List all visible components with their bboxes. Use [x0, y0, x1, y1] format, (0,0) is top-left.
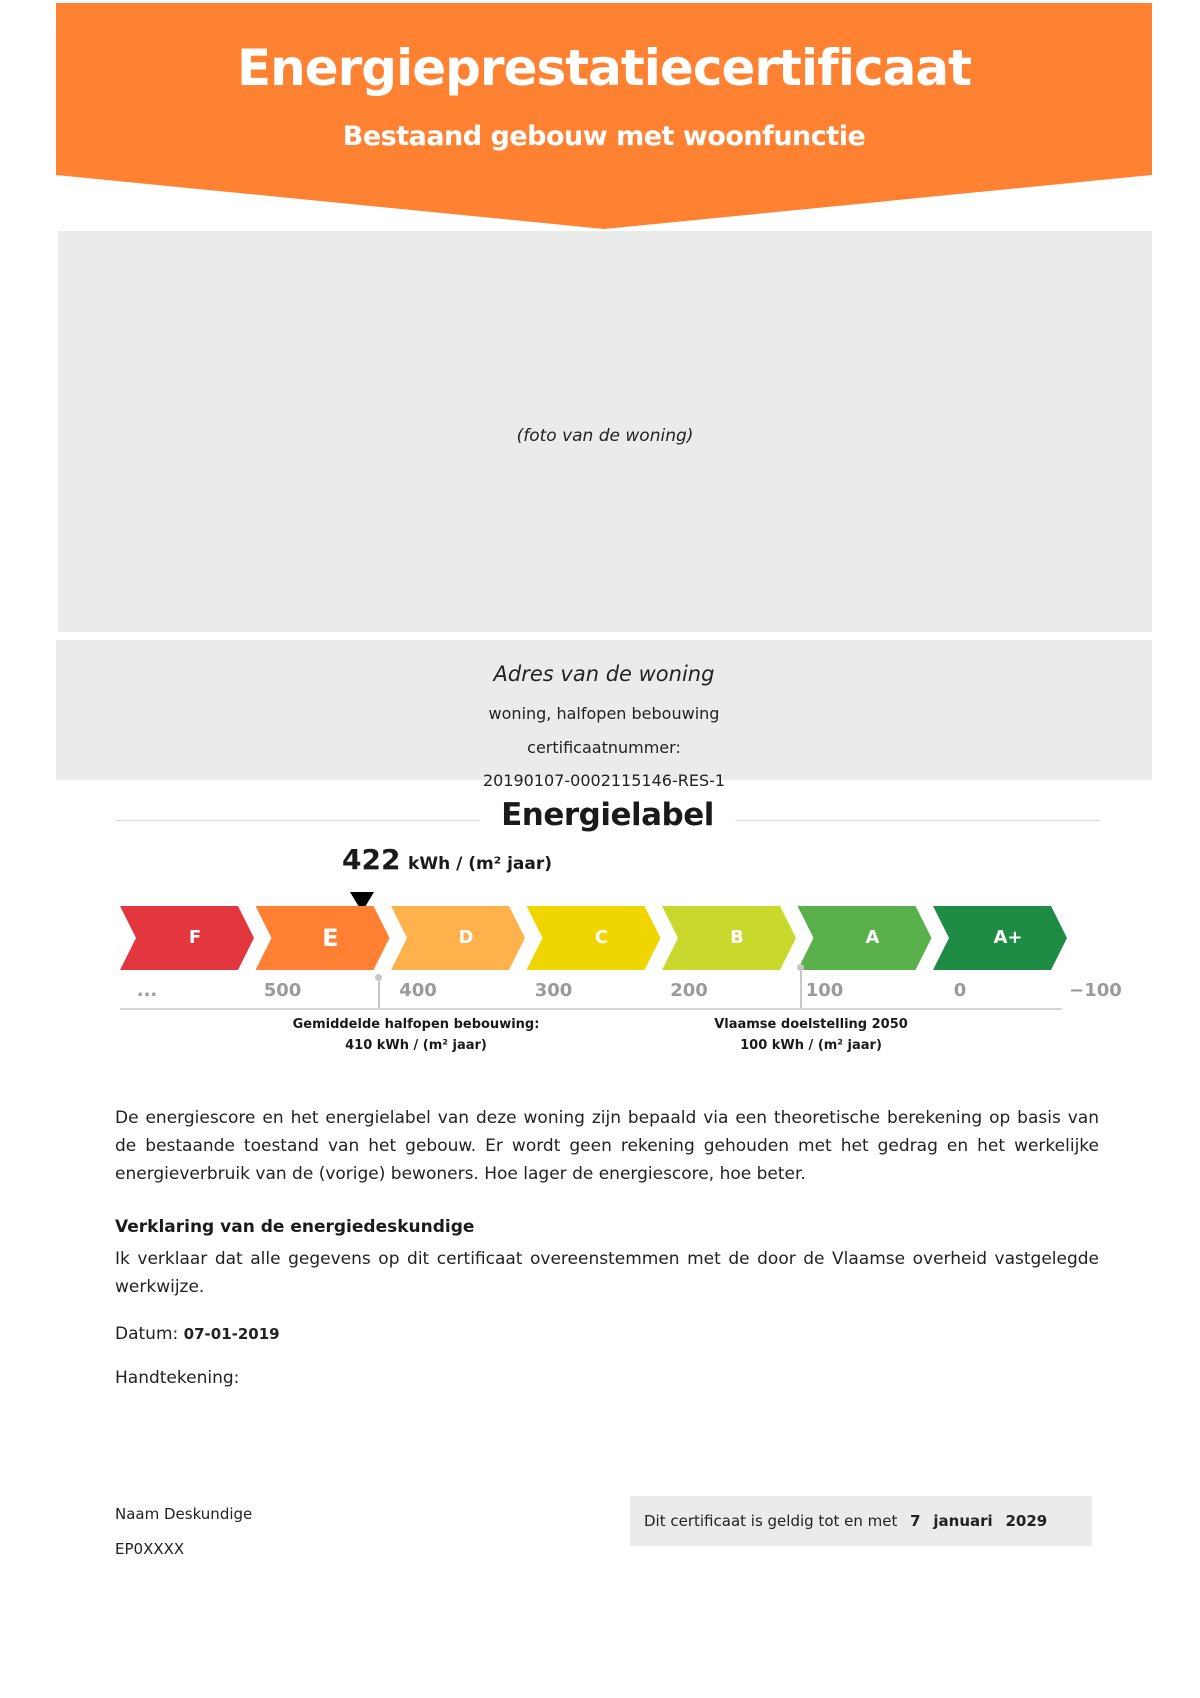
- declaration-text: Ik verklaar dat alle gegevens op dit certificaat overeenstemmen met de door de Vlaamse overheid vastgelegde werkwijze.: [115, 1249, 1099, 1297]
- energy-scale-axis: [120, 1008, 1062, 1010]
- scale-tick-label: 300: [534, 980, 573, 1001]
- photo-caption: (foto van de woning): [516, 426, 694, 446]
- scale-tick-label: −100: [1069, 980, 1122, 1001]
- scale-tick-label: 0: [953, 980, 967, 1001]
- target-reference-value: 100 kWh / (m² jaar): [740, 1038, 882, 1053]
- photo-placeholder: [58, 231, 1152, 632]
- scale-tick-label: 400: [399, 980, 437, 1001]
- energy-score: [342, 843, 552, 876]
- energy-score-unit: kWh / (m² jaar): [408, 854, 553, 874]
- target-reference: [714, 1014, 908, 1056]
- energy-class-a-label: A: [865, 927, 880, 948]
- building-type: woning, halfopen bebouwing: [488, 704, 720, 723]
- certificate-number-label: certificaatnummer:: [527, 738, 681, 757]
- page-title: Energieprestatiecertificaat: [236, 39, 972, 97]
- expert-name: Naam Deskundige: [115, 1505, 253, 1523]
- energy-class-d-label: D: [458, 927, 474, 948]
- header-banner: [56, 3, 1152, 229]
- page-subtitle: Bestaand gebouw met woonfunctie: [342, 121, 866, 152]
- energy-class-f-label: F: [188, 927, 202, 948]
- address-title: Adres van de woning: [493, 662, 715, 686]
- average-reference-value: 410 kWh / (m² jaar): [345, 1038, 487, 1053]
- energy-class-c-label: C: [594, 927, 609, 948]
- expert-id: EP0XXXX: [115, 1540, 185, 1558]
- average-reference: [293, 1014, 540, 1056]
- target-reference-label: Vlaamse doelstelling 2050: [714, 1017, 908, 1032]
- validity-year: 2029: [1005, 1512, 1048, 1530]
- scale-tick-label: 500: [263, 980, 302, 1001]
- average-marker-line: [378, 978, 380, 1008]
- energy-class-e-label: E: [322, 924, 339, 952]
- scale-tick-label: ...: [136, 980, 158, 1001]
- signature-label: Handtekening:: [115, 1368, 240, 1388]
- energy-score-value: 422: [342, 843, 401, 876]
- scale-tick-label: 100: [805, 980, 844, 1001]
- date-value: 07-01-2019: [183, 1325, 280, 1343]
- average-reference-label: Gemiddelde halfopen bebouwing:: [292, 1017, 540, 1032]
- target-marker-dot: [797, 964, 804, 971]
- declaration-heading: Verklaring van de energiedeskundige: [115, 1217, 475, 1237]
- target-marker-line: [800, 968, 802, 1008]
- certificate-number: 20190107-0002115146-RES-1: [482, 771, 726, 790]
- validity-day: 7: [910, 1512, 921, 1530]
- validity-month: januari: [933, 1512, 993, 1530]
- scale-tick-label: 200: [670, 980, 708, 1001]
- intro-paragraph: De energiescore en het energielabel van deze woning zijn bepaald via een theoretische berekening op basis van de bestaande toestand van het gebouw. Er wordt geen rekening gehouden met het gedrag en het werkelijke energieverbruik van de (vorige) bewoners. Hoe lager de energiescore, hoe beter.: [115, 1108, 1099, 1184]
- energy-class-b-label: B: [730, 927, 744, 948]
- energy-class-aplus-label: A+: [993, 927, 1023, 948]
- date-row: [115, 1324, 280, 1344]
- energy-label-heading: Energielabel: [501, 797, 714, 833]
- energy-label-heading-row: [115, 795, 1100, 845]
- validity-box: [630, 1496, 1092, 1546]
- address-panel: [56, 640, 1152, 790]
- validity-text: Dit certificaat is geldig tot en met: [644, 1512, 898, 1530]
- date-label: Datum:: [115, 1324, 179, 1344]
- average-marker-dot: [375, 974, 382, 981]
- header-banner-shape: [56, 3, 1152, 229]
